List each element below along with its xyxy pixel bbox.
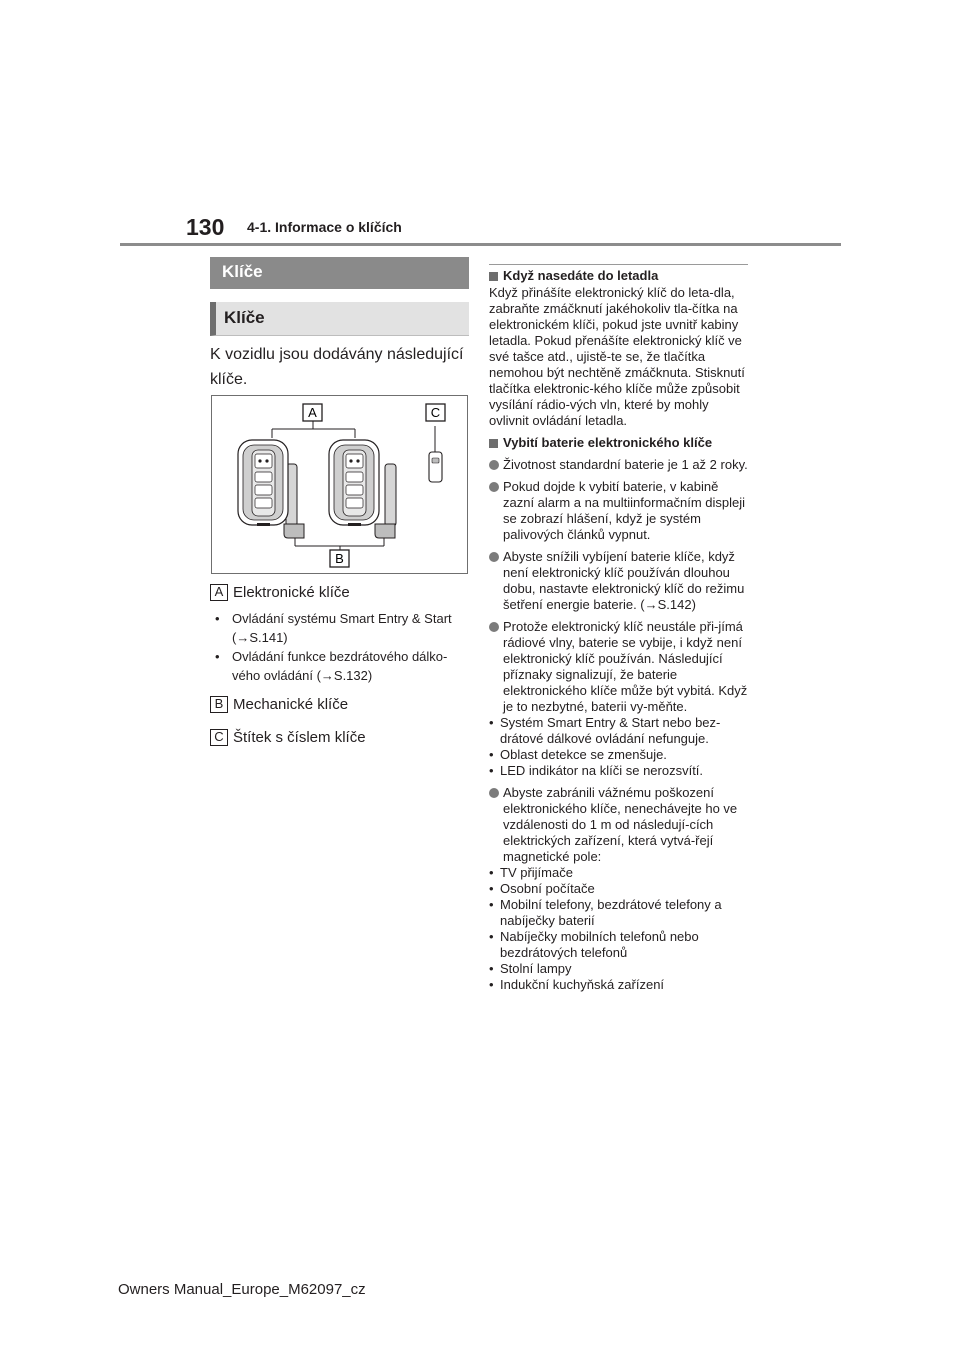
bullet-dot-icon [489, 622, 499, 632]
electronic-key-left [238, 440, 288, 526]
section-title: 4-1. Informace o klíčích [247, 219, 402, 235]
battery-item-text: Abyste zabránili vážnému poškození elektronického klíče, nenechávejte ho ve vzdálenosti do 1 m od následují-cích elektrických zařízení, která vytvá-řejí magnetické pole: [503, 785, 738, 864]
sub-bullet: • Oblast detekce se zmenšuje. [489, 747, 667, 762]
label-mechanical-keys [210, 696, 348, 713]
sub-bullet-text: Indukční kuchyňská zařízení [500, 977, 665, 992]
battery-item-text: Životnost standardní baterie je 1 až 2 roky. [503, 457, 748, 472]
bullet-dot-icon [489, 788, 499, 798]
sub-bullet-text: LED indikátor na klíči se nerozsvítí. [500, 763, 704, 778]
page-number: 130 [186, 214, 225, 240]
figure-label-b: B [335, 551, 344, 566]
subchapter-band: Klíče [210, 302, 469, 336]
right-top-rule [489, 264, 748, 265]
square-marker-icon [489, 439, 498, 448]
right-column [489, 264, 751, 993]
sub-bullet-text: Nabíječky mobilních telefonů nebo bezdrátových telefonů [500, 929, 699, 960]
battery-item [489, 479, 751, 543]
sub-bullet: • LED indikátor na klíči se nerozsvítí. [489, 763, 704, 778]
sub-bullet-text: Mobilní telefony, bezdrátové telefony a nabíječky baterií [500, 897, 722, 928]
sub-bullet-text: TV přijímače [500, 865, 573, 880]
sub-bullet: • Systém Smart Entry & Start nebo bez-drátové dálkové ovládání nefunguje. [489, 715, 751, 747]
keys-figure [211, 395, 468, 574]
heading-battery-text: Vybití baterie elektronického klíče [503, 435, 713, 450]
sub-bullet: • Mobilní telefony, bezdrátové telefony a nabíječky baterií [489, 897, 751, 929]
footer-text: Owners Manual_Europe_M62097_cz [118, 1281, 366, 1298]
bullet-dot-icon [489, 552, 499, 562]
airplane-paragraph: Když přinášíte elektronický klíč do leta-dla, zabraňte zmáčknutí jakéhokoliv tla-čítka na elektronickém klíči, pokud jste uvnitř kabiny letadla. Pokud přenášíte elektronický klíč ve své tašce atd., ujistě-te se, že tlačítka nemohou být nechtěně zmáčknuta. Stisknutí tlačítka elektronic-kého klíče může způsobit vysílání rádio-vých vln, které by mohly ovlivnit ovládání letadla. [489, 285, 745, 428]
intro-text: K vozidlu jsou dodávány následující klíče. [210, 346, 464, 388]
sub-bullet-text: Oblast detekce se zmenšuje. [500, 747, 667, 762]
electronic-key-right [329, 440, 379, 526]
sub-bullet: • TV přijímače [489, 865, 573, 880]
sub-bullet: • Osobní počítače [489, 881, 595, 896]
label-electronic-keys [210, 584, 350, 601]
heading-airplane-text: Když nasedáte do letadla [503, 268, 659, 283]
key-number-plate [429, 452, 442, 482]
heading-airplane [489, 268, 751, 284]
battery-item [489, 785, 751, 865]
battery-item [489, 457, 751, 473]
label-text-c: Štítek s číslem klíče [233, 729, 366, 746]
sub-bullet: • Stolní lampy [489, 961, 572, 976]
chapter-band: Klíče [210, 257, 469, 289]
bullet-dot-icon [489, 482, 499, 492]
bullet-item: • Ovládání funkce bezdrátového dálko-vého ovládání (→S.132) [214, 647, 472, 685]
sub-bullet-text: Systém Smart Entry & Start nebo bez-drátové dálkové ovládání nefunguje. [500, 715, 721, 746]
sub-bullet: • Nabíječky mobilních telefonů nebo bezdrátových telefonů [489, 929, 751, 961]
label-key-number-plate [210, 729, 366, 746]
battery-item-text: Abyste snížili vybíjení baterie klíče, když není elektronický klíč používán dlouhou dobu, nastavte elektronický klíč do režimu šetření energie baterie. (→S.142) [503, 549, 745, 612]
letter-box-a: A [210, 584, 228, 601]
square-marker-icon [489, 272, 498, 281]
bullet-dot-icon [489, 460, 499, 470]
battery-item-text: Pokud dojde k vybití baterie, v kabině zazní alarm a na multiinformačním displeji se zobrazí hlášení, když je systém palivových článků vypnut. [503, 479, 746, 542]
battery-item [489, 549, 751, 613]
keys-illustration [212, 396, 467, 573]
figure-label-c: C [430, 405, 441, 420]
battery-item [489, 619, 751, 715]
sub-bullet-text: Osobní počítače [500, 881, 595, 896]
electronic-keys-bullets [214, 609, 472, 685]
sub-bullet: • Indukční kuchyňská zařízení [489, 977, 665, 992]
heading-battery [489, 435, 751, 451]
figure-label-a: A [308, 405, 317, 420]
bullet-item: • Ovládání systému Smart Entry & Start (→S.141) [214, 609, 472, 647]
letter-box-c: C [210, 729, 228, 746]
label-text-b: Mechanické klíče [233, 696, 349, 713]
sub-bullet-text: Stolní lampy [500, 961, 572, 976]
header-rule [120, 243, 841, 246]
letter-box-b: B [210, 696, 228, 713]
label-text-a: Elektronické klíče [233, 584, 350, 601]
battery-item-text: Protože elektronický klíč neustále při-jímá rádiové vlny, baterie se vybije, i když není elektronický klíč používán. Následující příznaky signalizují, že baterie elektronického klíče může být vybitá. Když je to nezbytné, baterii vy-měňte. [503, 619, 748, 714]
